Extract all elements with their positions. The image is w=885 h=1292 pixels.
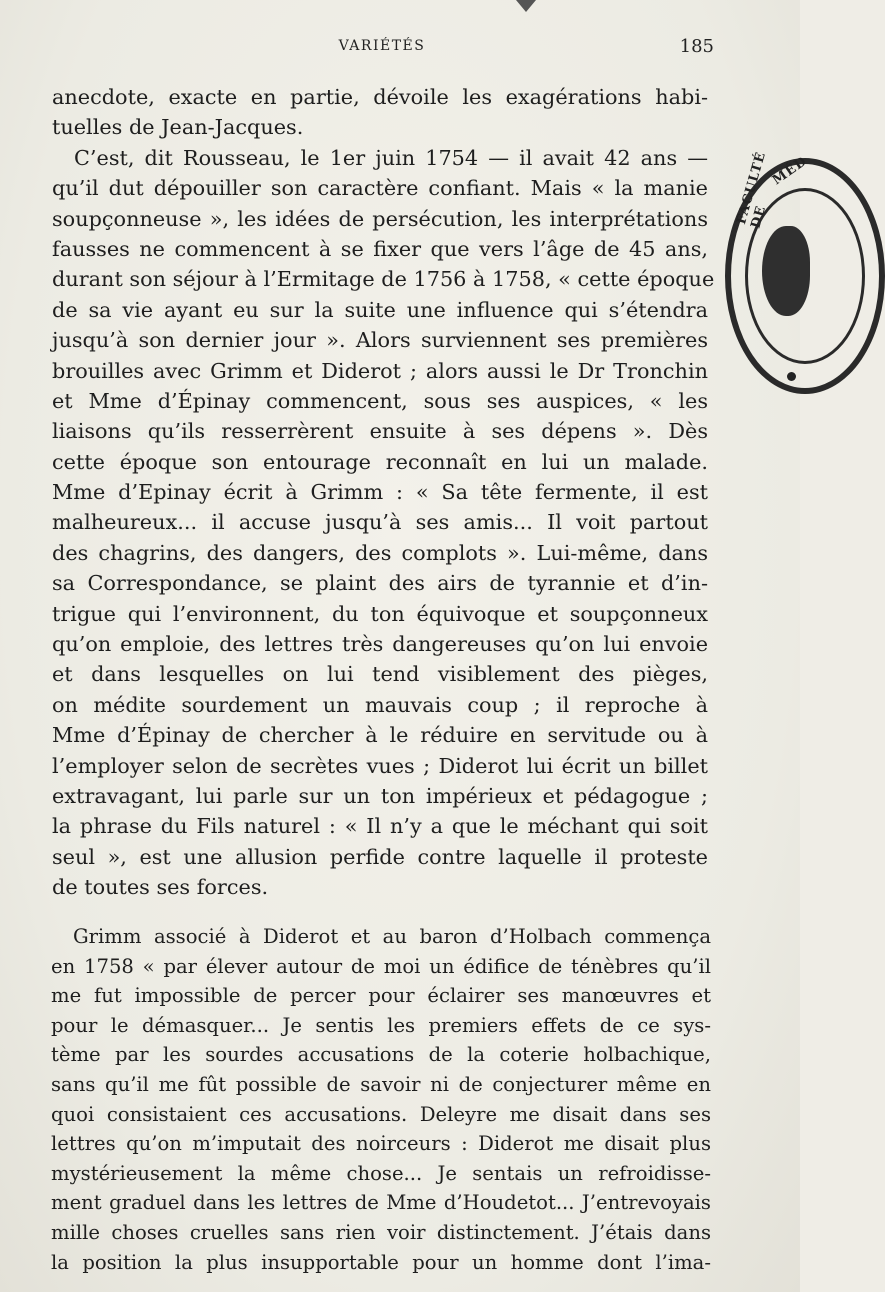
quote-line: pour le démasquer... Je sentis les premiers effets de ce sys-: [51, 1013, 711, 1037]
text-line: extravagant, lui parle sur un ton impérieux et pédagogue ;: [52, 783, 708, 808]
quoted-passage: [51, 922, 711, 1277]
text-line: brouilles avec Grimm et Diderot ; alors aussi le Dr Tronchin: [52, 358, 708, 383]
quote-line: la position la plus insupportable pour un homme dont l’ima-: [51, 1250, 711, 1274]
quote-line: ment graduel dans les lettres de Mme d’Houdetot... J’entrevoyais: [51, 1191, 711, 1215]
quote-line: en 1758 « par élever autour de moi un édifice de ténèbres qu’il: [51, 954, 711, 978]
page-number: 185: [679, 36, 714, 57]
stamp-dot: [787, 372, 796, 381]
text-line: sa Correspondance, se plaint des airs de tyrannie et d’in-: [52, 571, 708, 596]
text-line: anecdote, exacte en partie, dévoile les exagérations habi-: [52, 85, 708, 109]
text-line: tuelles de Jean-Jacques.: [52, 115, 304, 140]
quote-line: me fut impossible de percer pour éclairer ses manœuvres et: [51, 984, 711, 1008]
text-line: jusqu’à son dernier jour ». Alors surviennent ses premières: [52, 328, 708, 353]
text-line: fausses ne commencent à se fixer que vers l’âge de 45 ans,: [52, 236, 708, 261]
text-line: et Mme d’Épinay commencent, sous ses auspices, « les: [52, 388, 708, 413]
text-line: de sa vie ayant eu sur la suite une influence qui s’étendra: [52, 297, 708, 322]
text-line: de toutes ses forces.: [52, 875, 269, 900]
running-head: [50, 38, 714, 64]
text-line: l’employer selon de secrètes vues ; Diderot lui écrit un billet: [52, 753, 708, 778]
text-line: on médite sourdement un mauvais coup ; il reproche à: [52, 692, 708, 717]
text-line: la phrase du Fils naturel : « Il n’y a que le méchant qui soit: [52, 814, 708, 839]
text-line: et dans lesquelles on lui tend visiblement des pièges,: [52, 662, 708, 687]
quote-line: tème par les sourdes accusations de la coterie holbachique,: [51, 1043, 711, 1067]
text-line: malheureux... il accuse jusqu’à ses amis... Il voit partout: [52, 510, 708, 535]
text-line: qu’on emploie, des lettres très dangereuses qu’on lui envoie: [52, 632, 708, 657]
quote-line: Grimm associé à Diderot et au baron d’Holbach commença: [73, 925, 711, 948]
quote-line: quoi consistaient ces accusations. Deleyre me disait dans ses: [51, 1102, 711, 1126]
stamp-text-left: FACULTÉ DE: [734, 149, 770, 231]
text-line: cette époque son entourage reconnaît en lui un malade.: [52, 449, 708, 474]
stamp-text-top: MÉD: [770, 153, 811, 189]
text-line: durant son séjour à l’Ermitage de 1756 à 1758, « cette époque: [52, 267, 715, 292]
text-line: seul », est une allusion perfide contre laquelle il proteste: [52, 844, 708, 869]
main-text: [52, 82, 715, 903]
text-line: liaisons qu’ils resserrèrent ensuite à ses dépens ». Dès: [52, 419, 708, 444]
text-line: des chagrins, des dangers, des complots ». Lui-même, dans: [52, 540, 708, 565]
quote-line: mystérieusement la même chose... Je sentais un refroidisse-: [51, 1161, 711, 1185]
stamp-portrait-icon: [762, 226, 810, 316]
text-line: qu’il dut dépouiller son caractère confiant. Mais « la manie: [52, 176, 708, 201]
text-line: C’est, dit Rousseau, le 1er juin 1754 — il avait 42 ans —: [74, 145, 708, 170]
quote-line: sans qu’il me fût possible de savoir ni de conjecturer même en: [51, 1072, 711, 1096]
text-line: trigue qui l’environnent, du ton équivoque et soupçonneux: [52, 601, 708, 626]
text-line: soupçonneuse », les idées de persécution, les interprétations: [52, 206, 708, 231]
text-line: Mme d’Epinay écrit à Grimm : « Sa tête fermente, il est: [52, 480, 708, 505]
page-edge-mark: [516, 0, 536, 12]
running-title: VARIÉTÉS: [338, 38, 426, 54]
quote-line: mille choses cruelles sans rien voir distinctement. J’étais dans: [51, 1220, 711, 1244]
quote-line: lettres qu’on m’imputait des noirceurs : Diderot me disait plus: [51, 1132, 711, 1156]
text-line: Mme d’Épinay de chercher à le réduire en servitude ou à: [52, 723, 708, 748]
